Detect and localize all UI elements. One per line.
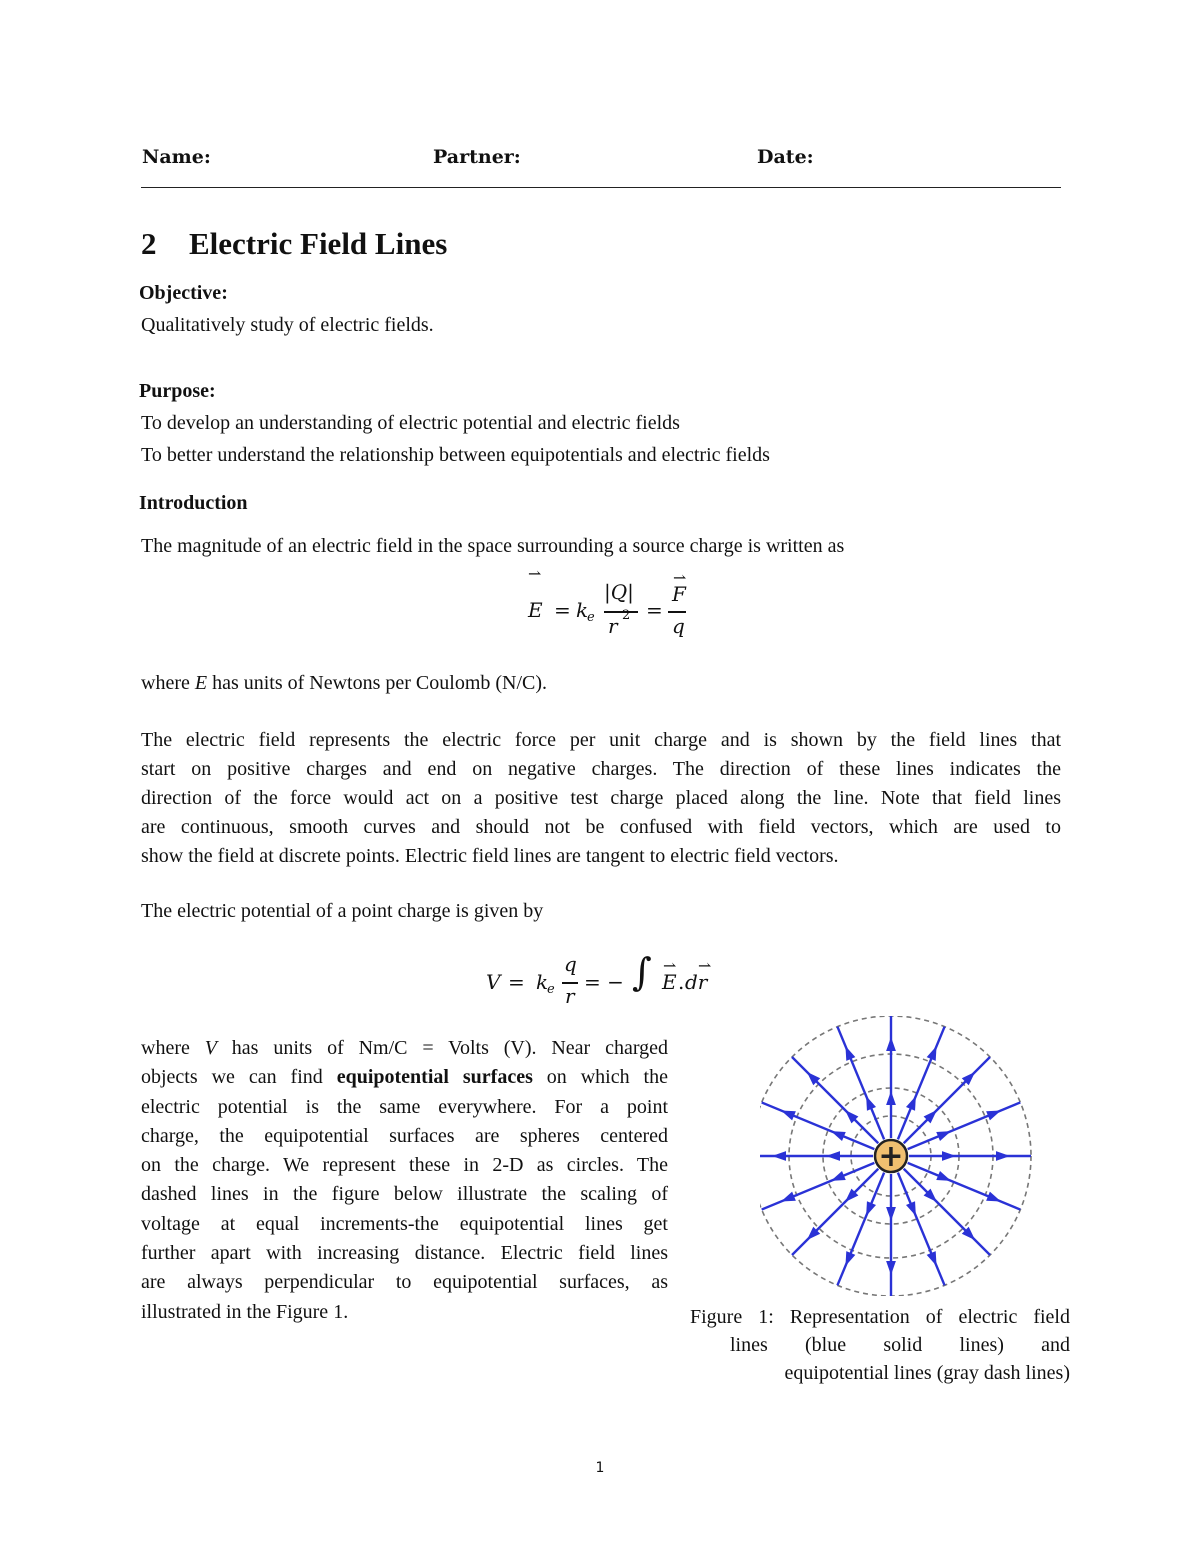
field-line	[898, 1173, 945, 1286]
figure-caption: Figure 1: Representation of electric field lines (blue solid lines) and equipotential lines (gray dash lines)	[690, 1306, 1070, 1384]
field-arrow	[986, 1110, 1001, 1120]
field-arrow	[772, 1151, 786, 1161]
field-line	[762, 1102, 875, 1149]
field-arrow	[886, 1261, 896, 1275]
field-line	[908, 1102, 1021, 1149]
field-arrow	[942, 1151, 956, 1161]
section-title	[141, 226, 447, 262]
purpose-line-2: To better understand the relationship between equipotentials and electric fields	[141, 444, 770, 466]
field-arrow	[927, 1046, 937, 1061]
field-arrow	[996, 1151, 1010, 1161]
potential-lead: The electric potential of a point charge is given by	[141, 900, 544, 922]
field-arrow	[831, 1171, 846, 1181]
field-arrow	[866, 1096, 876, 1111]
field-arrow	[831, 1131, 846, 1141]
field-arrow	[927, 1251, 937, 1266]
field-line	[904, 1057, 990, 1143]
page-number: 1	[595, 1460, 605, 1476]
field-line	[908, 1163, 1021, 1210]
introduction-heading: Introduction	[139, 492, 248, 514]
field-arrow	[886, 1037, 896, 1051]
name-label: Name:	[142, 146, 211, 168]
field-line	[898, 1027, 945, 1140]
purpose-heading: Purpose:	[139, 380, 216, 402]
introduction-lead: The magnitude of an electric field in the space surrounding a source charge is written as	[141, 535, 845, 557]
field-line	[837, 1173, 884, 1286]
field-line	[837, 1027, 884, 1140]
field-arrow	[781, 1192, 796, 1202]
section-title-text: Electric Field Lines	[189, 226, 448, 261]
header-rule	[141, 187, 1061, 188]
field-arrow	[906, 1096, 916, 1111]
field-lines-figure	[760, 1016, 1040, 1296]
field-arrow	[845, 1046, 855, 1061]
field-arrow	[866, 1201, 876, 1216]
units-of-e: where E has units of Newtons per Coulomb (N/C).	[141, 672, 548, 694]
field-arrow	[906, 1201, 916, 1216]
field-arrow	[886, 1207, 896, 1221]
objective-heading: Objective:	[139, 282, 228, 304]
field-arrow	[781, 1110, 796, 1120]
field-arrow	[886, 1091, 896, 1105]
partner-label: Partner:	[433, 146, 521, 168]
field-arrow	[845, 1251, 855, 1266]
date-label: Date:	[757, 146, 814, 168]
field-arrow	[986, 1192, 1001, 1202]
field-arrow	[936, 1171, 951, 1181]
header-row	[141, 140, 1061, 172]
field-arrow	[826, 1151, 840, 1161]
objective-text: Qualitatively study of electric fields.	[141, 314, 434, 336]
field-arrow	[936, 1131, 951, 1141]
purpose-line-1: To develop an understanding of electric potential and electric fields	[141, 412, 680, 434]
field-lines-paragraph: The electric field represents the electric force per unit charge and is shown by the field lines that start on positive charges and end on negative charges. The direction of these lines indicates the direction of the force would act on a positive test charge placed along the line. Note that field lines are continuous, smooth curves and should not be confused with field vectors, which are used to show the field at discrete points. Electric field lines are tangent to electric field vectors.	[141, 729, 1061, 867]
charge-symbol: +	[878, 1139, 904, 1174]
section-number: 2	[141, 226, 157, 261]
equation-electric-field: ⇀ E = k e |Q| r 2 = ⇀ F q	[528, 564, 687, 638]
equation-electric-potential: V = k e q r = − ∫ ⇀ E . ⇀ dr	[486, 950, 712, 1008]
field-line	[762, 1163, 875, 1210]
equipotential-paragraph: where V has units of Nm/C = Volts (V). Near charged objects we can find equipotential surfaces on which the electric potential is the same everywhere. For a point charge, the equipotential surfaces are spheres centered on the charge. We represent these in 2-D as circles. The dashed lines in the figure below illustrate the scaling of voltage at equal increments-the equipotential lines get further apart with increasing distance. Electric field lines are always perpendicular to equipotential surfaces, as illustrated in the Figure 1.	[141, 1037, 669, 1323]
